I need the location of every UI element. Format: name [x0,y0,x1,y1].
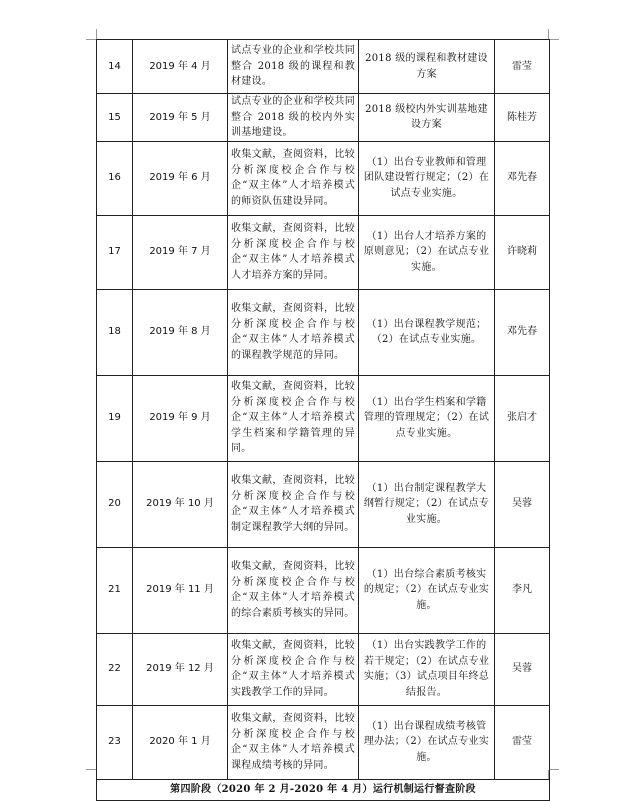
row-person: 邓先春 [495,141,550,215]
row-result: （1）出台人才培养方案的原则意见；（2）在试点专业实施。 [359,215,495,289]
row-number: 22 [97,633,133,705]
row-result: （1）出台课程教学规范；（2）在试点专业实施。 [359,289,495,375]
row-result: （1）出台课程成绩考核管理办法；（2）在试点专业实施。 [359,705,495,779]
table-row [97,215,550,289]
table-row [97,633,550,705]
row-person: 雷莹 [495,705,550,779]
row-date: 2019 年 10 月 [133,461,228,547]
row-date: 2019 年 8 月 [133,289,228,375]
row-date: 2019 年 7 月 [133,215,228,289]
row-person: 邓先春 [495,289,550,375]
table-row [97,141,550,215]
table-row [97,461,550,547]
stage-heading: 第四阶段（2020 年 2 月-2020 年 4 月）运行机制运行督查阶段 [97,779,550,800]
row-person: 张启才 [495,375,550,461]
row-person: 陈桂芳 [495,94,550,142]
row-content: 收集文献，查阅资料，比较分析深度校企合作与校企“双主体”人才培养模式制定课程教学大纲的异同。 [228,461,359,547]
crop-mark-top-right-h [549,39,559,40]
row-number: 15 [97,94,133,142]
crop-mark-bottom-right-h [549,769,559,770]
row-content: 收集文献，查阅资料，比较分析深度校企合作与校企“双主体”人才培养模式的师资队伍建设异同。 [228,141,359,215]
crop-mark-top-right-v [548,29,549,39]
row-date: 2019 年 5 月 [133,94,228,142]
row-date: 2019 年 12 月 [133,633,228,705]
row-result: 2018 级的课程和教材建设方案 [359,40,495,94]
row-number: 18 [97,289,133,375]
row-person: 雷莹 [495,40,550,94]
row-content: 收集文献，查阅资料，比较分析深度校企合作与校企“双主体”人才培养模式的课程教学规范的异同。 [228,289,359,375]
table-row [97,40,550,94]
table-row [97,705,550,779]
row-person: 李凡 [495,547,550,633]
schedule-table [96,39,550,801]
crop-mark-top-left-h [86,39,96,40]
row-content: 试点专业的企业和学校共同整合 2018 级的校内外实训基地建设。 [228,94,359,142]
row-date: 2019 年 4 月 [133,40,228,94]
row-number: 21 [97,547,133,633]
row-content: 收集文献，查阅资料，比较分析深度校企合作与校企“双主体”人才培养模式学生档案和学籍管理的异同。 [228,375,359,461]
schedule-table-body [97,40,550,780]
row-person: 吴蓉 [495,633,550,705]
row-number: 16 [97,141,133,215]
row-date: 2019 年 6 月 [133,141,228,215]
row-number: 20 [97,461,133,547]
row-result: （1）出台制定课程教学大纲暂行规定；（2）在试点专业实施。 [359,461,495,547]
row-person: 许晓莉 [495,215,550,289]
row-person: 吴蓉 [495,461,550,547]
table-row [97,375,550,461]
row-content: 收集文献，查阅资料，比较分析深度校企合作与校企“双主体”人才培养模式课程成绩考核的异同。 [228,705,359,779]
row-number: 19 [97,375,133,461]
row-number: 14 [97,40,133,94]
row-content: 收集文献，查阅资料，比较分析深度校企合作与校企“双主体”人才培养模式的综合素质考核实的异同。 [228,547,359,633]
table-row [97,289,550,375]
row-date: 2020 年 1 月 [133,705,228,779]
row-content: 试点专业的企业和学校共同整合 2018 级的课程和教材建设。 [228,40,359,94]
row-content: 收集文献，查阅资料，比较分析深度校企合作与校企“双主体”人才培养模式人才培养方案的异同。 [228,215,359,289]
crop-mark-top-left-v [96,29,97,39]
crop-mark-bottom-left-h [86,769,96,770]
row-date: 2019 年 11 月 [133,547,228,633]
row-result: （1）出台实践教学工作的若干规定；（2）在试点专业实施；（3）试点项目年终总结报告。 [359,633,495,705]
row-result: 2018 级校内外实训基地建设方案 [359,94,495,142]
row-content: 收集文献，查阅资料，比较分析深度校企合作与校企“双主体”人才培养模式实践教学工作的异同。 [228,633,359,705]
row-result: （1）出台学生档案和学籍管理的管理规定；（2）在试点专业实施。 [359,375,495,461]
row-result: （1）出台综合素质考核实的规定；（2）在试点专业实施。 [359,547,495,633]
row-result: （1）出台专业教师和管理团队建设暂行规定；（2）在试点专业实施。 [359,141,495,215]
row-date: 2019 年 9 月 [133,375,228,461]
table-row [97,547,550,633]
table-row [97,94,550,142]
row-number: 17 [97,215,133,289]
row-number: 23 [97,705,133,779]
